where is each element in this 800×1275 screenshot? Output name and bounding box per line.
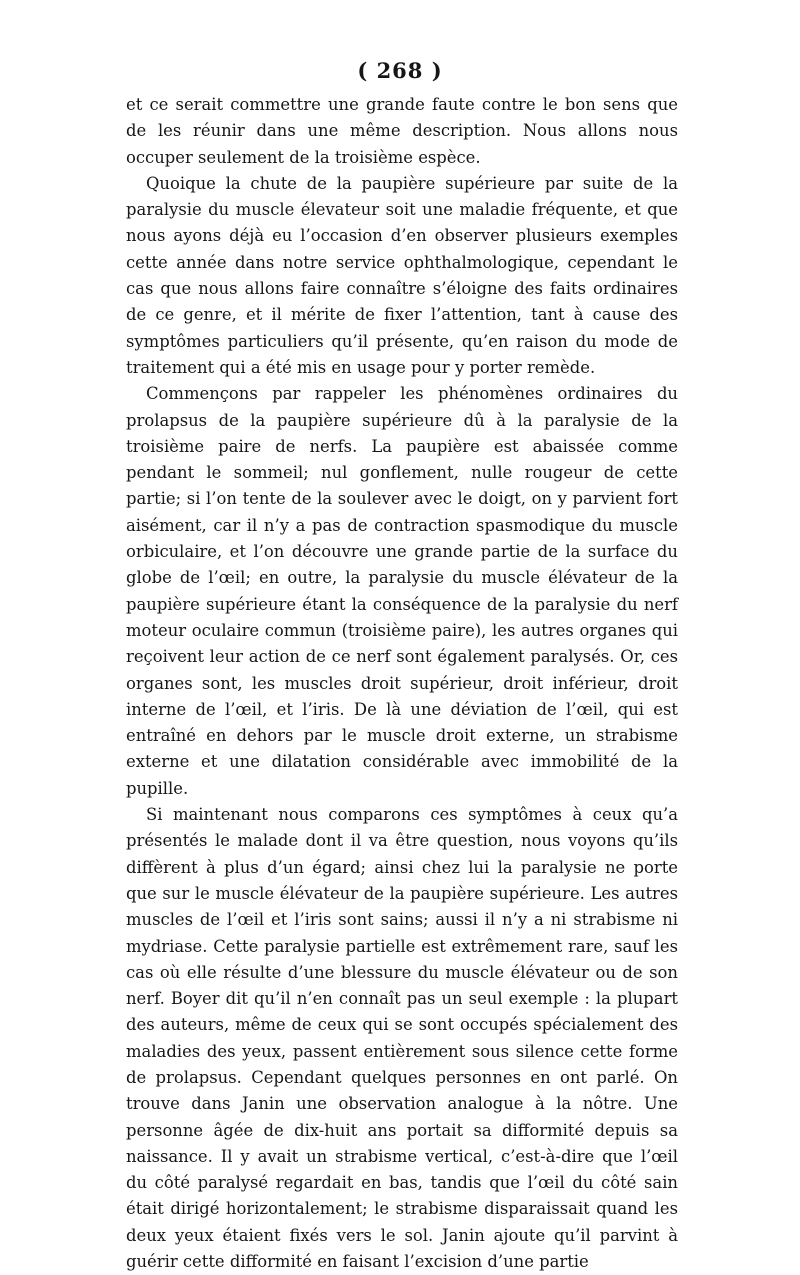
paragraph: Si maintenant nous comparons ces symptômes à ceux qu’a présentés le malade dont il va être question, nous voyons qu’ils diffèrent à plus d’un égard; ainsi chez lui la paralysie ne porte que sur le muscle élévateur de la paupière supérieure. Les autres muscles de l’œil et l’iris sont sains; aussi il n’y a ni strabisme ni mydriase. Cette paralysie partielle est extrêmement rare, sauf les cas où elle résulte d’une blessure du muscle élévateur ou de son nerf. Boyer dit qu’il n’en connaît pas un seul exemple : la plupart des auteurs, même de ceux qui se sont occupés spécialement des maladies des yeux, passent entièrement sous silence cette forme de prolapsus. Cependant quelques personnes en ont parlé. On trouve dans Janin une observation analogue à la nôtre. Une personne âgée de dix-huit ans portait sa difformité depuis sa naissance. Il y avait un strabisme vertical, c’est-à-dire que l’œil du côté paralysé regardait en bas, tandis que l’œil du côté sain était dirigé horizontalement; le strabisme disparaissait quand les deux yeux étaient fixés vers le sol. Janin ajoute qu’il parvint à guérir cette difformité en faisant l’excision d’une partie: [126, 805, 678, 1272]
page-number: ( 268 ): [357, 58, 443, 83]
paragraph-continued: et ce serait commettre une grande faute contre le bon sens que de les réunir dans une même description. Nous allons nous occuper seulement de la troisième espèce.: [126, 95, 678, 167]
body-text: [126, 92, 678, 1275]
paragraph: Commençons par rappeler les phénomènes ordinaires du prolapsus de la paupière supérieure dû à la paralysie de la troisième paire de nerfs. La paupière est abaissée comme pendant le sommeil; nul gonflement, nulle rougeur de cette partie; si l’on tente de la soulever avec le doigt, on y parvient fort aisément, car il n’y a pas de contraction spasmodique du muscle orbiculaire, et l’on découvre une grande partie de la surface du globe de l’œil; en outre, la paralysie du muscle élévateur de la paupière supérieure étant la conséquence de la paralysie du nerf moteur oculaire commun (troisième paire), les autres organes qui reçoivent leur action de ce nerf sont également paralysés. Or, ces organes sont, les muscles droit supérieur, droit inférieur, droit interne de l’œil, et l’iris. De là une déviation de l’œil, qui est entraîné en dehors par le muscle droit externe, un strabisme externe et une dilatation considérable avec immobilité de la pupille.: [126, 384, 678, 798]
paragraph: Quoique la chute de la paupière supérieure par suite de la paralysie du muscle élevateur soit une maladie fréquente, et que nous ayons déjà eu l’occasion d’en observer plusieurs exemples cette année dans notre service ophthalmologique, cependant le cas que nous allons faire connaître s’éloigne des faits ordinaires de ce genre, et il mérite de fixer l’attention, tant à cause des symptômes particuliers qu’il présente, qu’en raison du mode de traitement qui a été mis en usage pour y porter remède.: [126, 173, 678, 377]
